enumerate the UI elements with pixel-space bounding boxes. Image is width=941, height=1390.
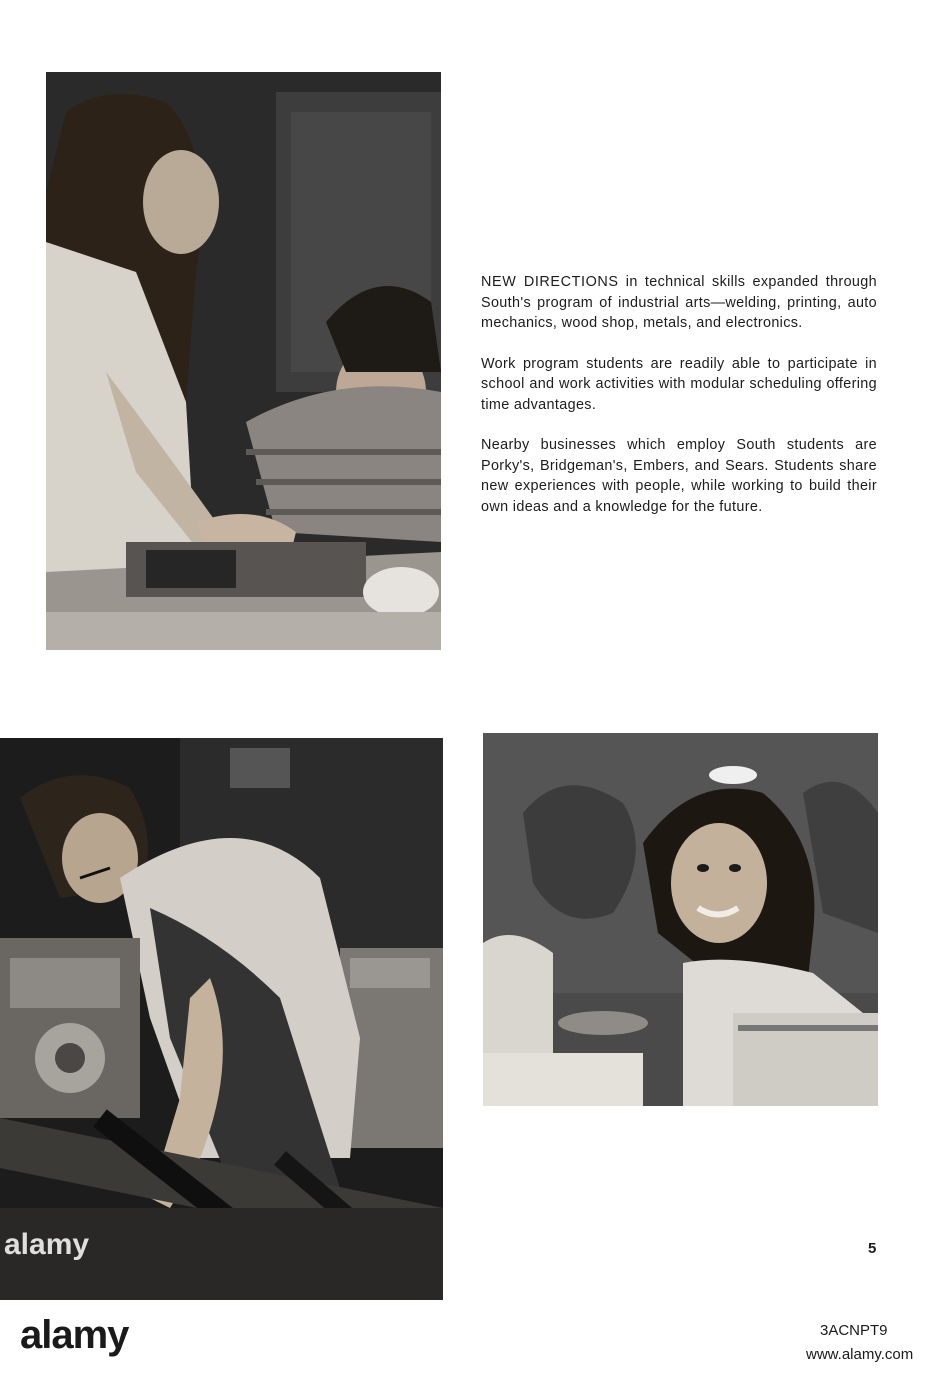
watermark-logo: alamy bbox=[20, 1313, 129, 1357]
page-number: 5 bbox=[868, 1240, 877, 1257]
article-paragraph bbox=[481, 272, 877, 334]
watermark-url: www.alamy.com bbox=[806, 1346, 914, 1363]
article-lead: NEW DIRECTIONS bbox=[481, 274, 619, 290]
photo-student-engine-art bbox=[0, 738, 443, 1300]
watermark-image-id: 3ACNPT9 bbox=[820, 1322, 888, 1339]
article-body bbox=[481, 272, 877, 537]
watermark-band bbox=[0, 1300, 941, 1390]
article-paragraph: Work program students are readily able to participate in school and work activities with modular scheduling offering time advantages. bbox=[481, 355, 877, 413]
article-paragraph: Nearby businesses which employ South students are Porky's, Bridgeman's, Embers, and Sears. Students share new experiences with people, while working to build their own ideas and a knowledge for the future. bbox=[481, 437, 877, 515]
article-paragraph-text: in technical skills expanded through South's program of industrial arts—welding, printing, auto mechanics, wood shop, metals, and electronics. bbox=[481, 274, 877, 331]
photo-student-portrait bbox=[483, 733, 878, 1106]
photo-student-portrait-art bbox=[483, 733, 878, 1106]
watermark-side-logo: alamy bbox=[4, 1228, 90, 1261]
photo-students-printing bbox=[46, 72, 441, 650]
photo-students-printing-art bbox=[46, 72, 441, 650]
photo-student-engine bbox=[0, 738, 443, 1300]
